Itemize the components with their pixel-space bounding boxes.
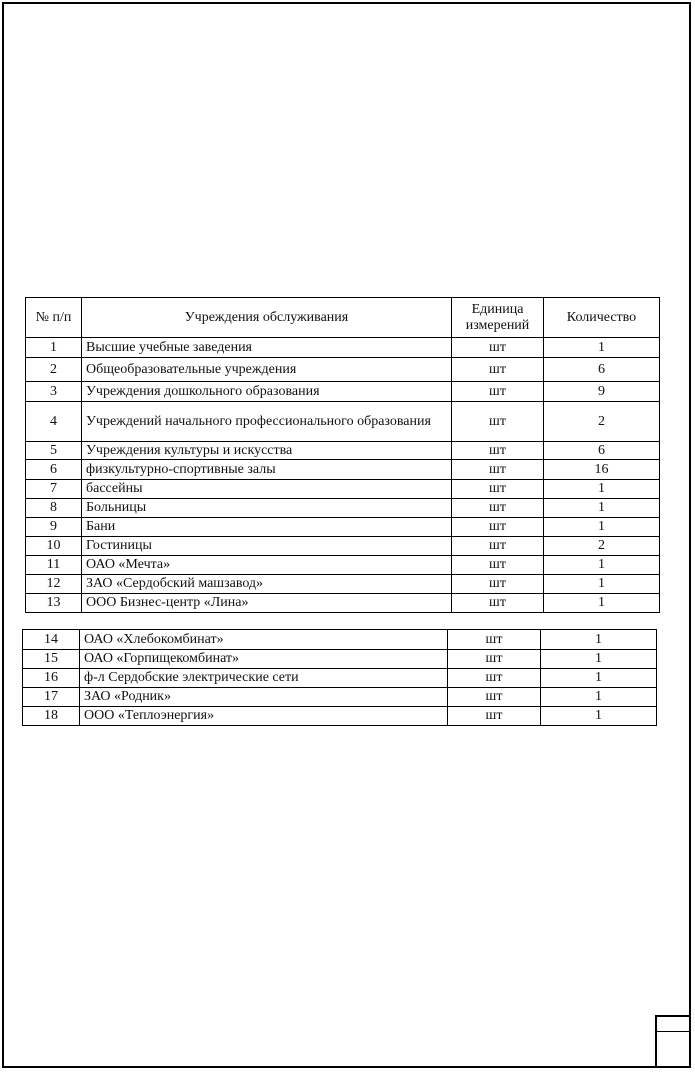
row-qty: 6 — [544, 442, 660, 460]
row-num: 17 — [23, 688, 80, 707]
row-unit: шт — [452, 499, 544, 518]
table-row — [26, 575, 660, 594]
header-unit-line2: измерений — [465, 317, 530, 333]
row-name: бассейны — [82, 480, 452, 499]
row-name: Высшие учебные заведения — [82, 338, 452, 358]
row-unit: шт — [448, 688, 541, 707]
header-name: Учреждения обслуживания — [82, 298, 452, 338]
table-row — [26, 594, 660, 613]
row-name: ЗАО «Сердобский машзавод» — [82, 575, 452, 594]
row-num: 13 — [26, 594, 82, 613]
header-unit-line1: Единица — [471, 301, 524, 317]
row-unit: шт — [452, 402, 544, 442]
row-qty: 1 — [544, 575, 660, 594]
row-unit: шт — [452, 575, 544, 594]
row-num: 6 — [26, 460, 82, 480]
row-name: ф-л Сердобские электрические сети — [80, 669, 448, 688]
title-block-stamp — [655, 1015, 691, 1068]
row-unit: шт — [452, 556, 544, 575]
table-header-row — [26, 298, 660, 338]
table-row — [26, 402, 660, 442]
row-name: Больницы — [82, 499, 452, 518]
row-name: Учреждения дошкольного образования — [82, 382, 452, 402]
row-qty: 1 — [541, 650, 657, 669]
row-unit: шт — [448, 630, 541, 650]
table-row — [26, 499, 660, 518]
row-num: 9 — [26, 518, 82, 537]
row-name: Общеобразовательные учреждения — [82, 358, 452, 382]
row-num: 18 — [23, 707, 80, 726]
table-row — [23, 669, 657, 688]
row-unit: шт — [452, 358, 544, 382]
stamp-divider — [657, 1031, 691, 1032]
row-unit: шт — [448, 650, 541, 669]
services-table-part-1 — [25, 297, 660, 613]
row-name: ОАО «Мечта» — [82, 556, 452, 575]
table-row — [26, 460, 660, 480]
row-num: 2 — [26, 358, 82, 382]
row-name: Учреждений начального профессионального образования — [82, 402, 452, 442]
row-qty: 9 — [544, 382, 660, 402]
row-qty: 1 — [541, 669, 657, 688]
services-table-part-2 — [22, 629, 657, 726]
row-qty: 1 — [544, 480, 660, 499]
header-qty: Количество — [544, 298, 660, 338]
row-name: Бани — [82, 518, 452, 537]
row-unit: шт — [448, 669, 541, 688]
row-qty: 1 — [544, 338, 660, 358]
row-unit: шт — [452, 338, 544, 358]
row-num: 10 — [26, 537, 82, 556]
row-num: 12 — [26, 575, 82, 594]
row-num: 4 — [26, 402, 82, 442]
table-row — [26, 338, 660, 358]
row-num: 8 — [26, 499, 82, 518]
table-row — [26, 556, 660, 575]
row-qty: 2 — [544, 537, 660, 556]
row-num: 15 — [23, 650, 80, 669]
row-qty: 1 — [541, 707, 657, 726]
header-num: № п/п — [26, 298, 82, 338]
row-unit: шт — [452, 442, 544, 460]
row-unit: шт — [452, 480, 544, 499]
row-name: Учреждения культуры и искусства — [82, 442, 452, 460]
row-qty: 1 — [544, 518, 660, 537]
row-unit: шт — [448, 707, 541, 726]
row-unit: шт — [452, 537, 544, 556]
row-name: ООО Бизнес-центр «Лина» — [82, 594, 452, 613]
row-unit: шт — [452, 518, 544, 537]
row-unit: шт — [452, 382, 544, 402]
table-row — [26, 537, 660, 556]
row-num: 3 — [26, 382, 82, 402]
row-num: 7 — [26, 480, 82, 499]
row-name: ОАО «Горпищекомбинат» — [80, 650, 448, 669]
table-row — [23, 688, 657, 707]
row-name: Гостиницы — [82, 537, 452, 556]
row-num: 11 — [26, 556, 82, 575]
table-row — [26, 442, 660, 460]
row-num: 1 — [26, 338, 82, 358]
table-row — [26, 480, 660, 499]
table-row — [23, 630, 657, 650]
row-name: ОАО «Хлебокомбинат» — [80, 630, 448, 650]
row-qty: 1 — [541, 688, 657, 707]
row-qty: 1 — [544, 556, 660, 575]
table-row — [26, 358, 660, 382]
row-qty: 1 — [544, 499, 660, 518]
row-qty: 2 — [544, 402, 660, 442]
row-name: физкультурно-спортивные залы — [82, 460, 452, 480]
row-unit: шт — [452, 460, 544, 480]
row-num: 14 — [23, 630, 80, 650]
row-name: ООО «Теплоэнергия» — [80, 707, 448, 726]
table-row — [23, 650, 657, 669]
row-qty: 16 — [544, 460, 660, 480]
row-qty: 6 — [544, 358, 660, 382]
row-num: 16 — [23, 669, 80, 688]
table-row — [26, 518, 660, 537]
row-qty: 1 — [541, 630, 657, 650]
row-num: 5 — [26, 442, 82, 460]
row-qty: 1 — [544, 594, 660, 613]
row-unit: шт — [452, 594, 544, 613]
header-unit — [452, 298, 544, 338]
table-row — [26, 382, 660, 402]
row-name: ЗАО «Родник» — [80, 688, 448, 707]
table-row — [23, 707, 657, 726]
